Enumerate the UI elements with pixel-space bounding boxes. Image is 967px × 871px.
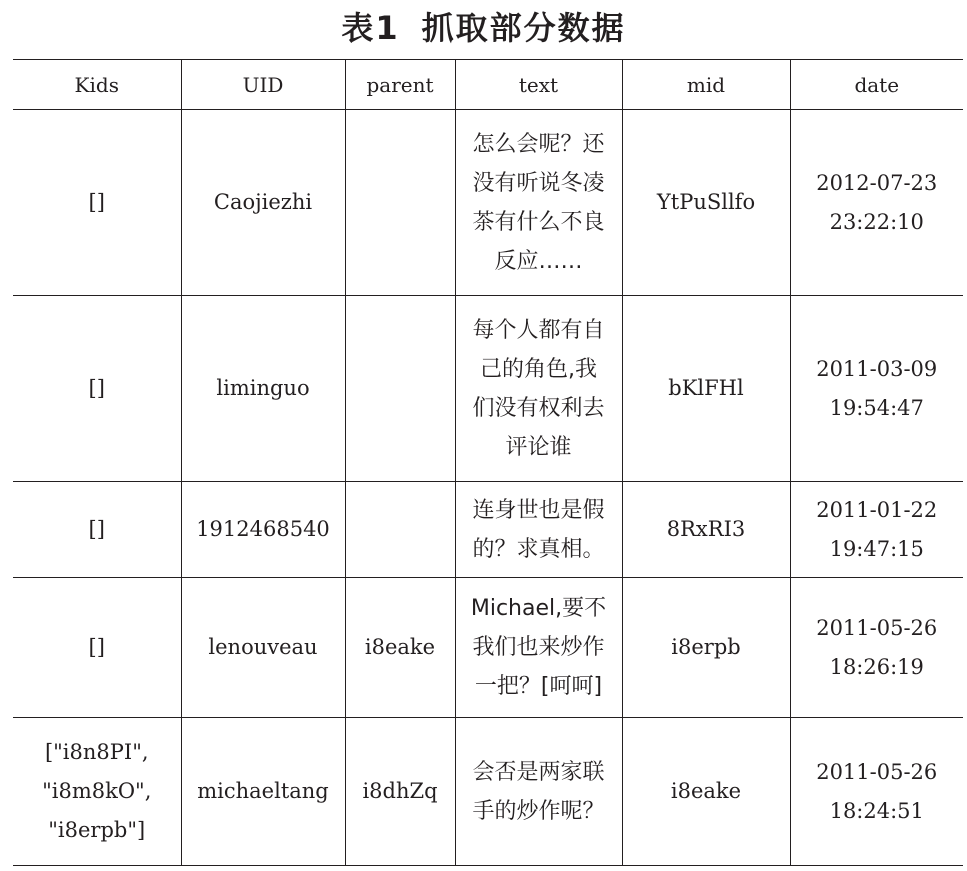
- cell-text: [455, 296, 622, 482]
- cell-date-day: 2011-05-26: [816, 759, 938, 784]
- cell-date-time: 18:24:51: [829, 798, 924, 823]
- cell-kids: [13, 296, 181, 482]
- table-number: 表1: [341, 9, 400, 47]
- cell-kids-line: []: [88, 517, 105, 541]
- cell-kids: [13, 482, 181, 578]
- header-uid: UID: [181, 60, 345, 110]
- cell-parent: [345, 482, 455, 578]
- cell-uid: 1912468540: [181, 482, 345, 578]
- cell-kids-line: []: [88, 376, 105, 400]
- table-row: [13, 482, 963, 578]
- cell-date: [790, 296, 963, 482]
- header-text: text: [455, 60, 622, 110]
- cell-parent: [345, 296, 455, 482]
- cell-text-line: 怎么会呢？还: [472, 131, 605, 157]
- cell-text: [455, 482, 622, 578]
- cell-text-line: 的？求真相。: [472, 536, 605, 562]
- cell-text-line: 没有听说冬凌: [472, 170, 605, 196]
- cell-parent: i8dhZq: [345, 718, 455, 866]
- data-table: [13, 59, 963, 866]
- cell-date-time: 19:54:47: [829, 395, 924, 420]
- table-title: [0, 6, 967, 50]
- cell-date-day: 2011-03-09: [816, 356, 938, 381]
- cell-uid: Caojiezhi: [181, 110, 345, 296]
- cell-text-line: 评论谁: [505, 434, 572, 460]
- cell-date-day: 2012-07-23: [816, 170, 938, 195]
- cell-date-day: 2011-05-26: [816, 615, 938, 640]
- table-row: [13, 296, 963, 482]
- cell-mid: i8erpb: [622, 578, 790, 718]
- cell-kids-line: "i8erpb"]: [48, 818, 146, 842]
- cell-kids-line: []: [88, 190, 105, 214]
- cell-date: [790, 110, 963, 296]
- cell-text-line: 会否是两家联: [472, 759, 605, 785]
- cell-text-line: 连身世也是假: [472, 497, 605, 523]
- cell-text-line: 己的角色,我: [480, 356, 597, 382]
- cell-uid: liminguo: [181, 296, 345, 482]
- cell-date: [790, 718, 963, 866]
- cell-text-line: 手的炒作呢？: [472, 798, 605, 824]
- cell-mid: bKlFHl: [622, 296, 790, 482]
- table-row: [13, 578, 963, 718]
- cell-uid: lenouveau: [181, 578, 345, 718]
- cell-text-line: 每个人都有自: [472, 317, 605, 343]
- cell-date-day: 2011-01-22: [816, 497, 938, 522]
- header-row: [13, 60, 963, 110]
- cell-kids: [13, 718, 181, 866]
- cell-text-line: 茶有什么不良: [472, 209, 605, 235]
- header-date: date: [790, 60, 963, 110]
- cell-text-line: 一把？[呵呵]: [474, 674, 603, 699]
- cell-mid: i8eake: [622, 718, 790, 866]
- cell-kids: [13, 110, 181, 296]
- cell-uid: michaeltang: [181, 718, 345, 866]
- table-row: [13, 110, 963, 296]
- cell-mid: YtPuSllfo: [622, 110, 790, 296]
- cell-kids-line: []: [88, 635, 105, 659]
- cell-date-time: 18:26:19: [829, 654, 924, 679]
- cell-text: [455, 578, 622, 718]
- cell-parent: i8eake: [345, 578, 455, 718]
- cell-mid: 8RxRI3: [622, 482, 790, 578]
- table-row: [13, 718, 963, 866]
- header-parent: parent: [345, 60, 455, 110]
- cell-kids-line: ["i8n8PI",: [44, 740, 149, 764]
- cell-date: [790, 578, 963, 718]
- cell-text-line: 我们也来炒作: [472, 635, 605, 660]
- cell-text: [455, 110, 622, 296]
- cell-text: [455, 718, 622, 866]
- header-kids: Kids: [13, 60, 181, 110]
- cell-date-time: 19:47:15: [829, 536, 924, 561]
- table-caption: 抓取部分数据: [421, 9, 626, 47]
- cell-date-time: 23:22:10: [829, 209, 924, 234]
- cell-text-line: 们没有权利去: [472, 395, 605, 421]
- header-mid: mid: [622, 60, 790, 110]
- cell-text-line: 反应……: [494, 248, 583, 274]
- cell-kids: [13, 578, 181, 718]
- cell-text-line: Michael,要不: [470, 596, 607, 621]
- cell-parent: [345, 110, 455, 296]
- cell-kids-line: "i8m8kO",: [42, 779, 152, 803]
- cell-date: [790, 482, 963, 578]
